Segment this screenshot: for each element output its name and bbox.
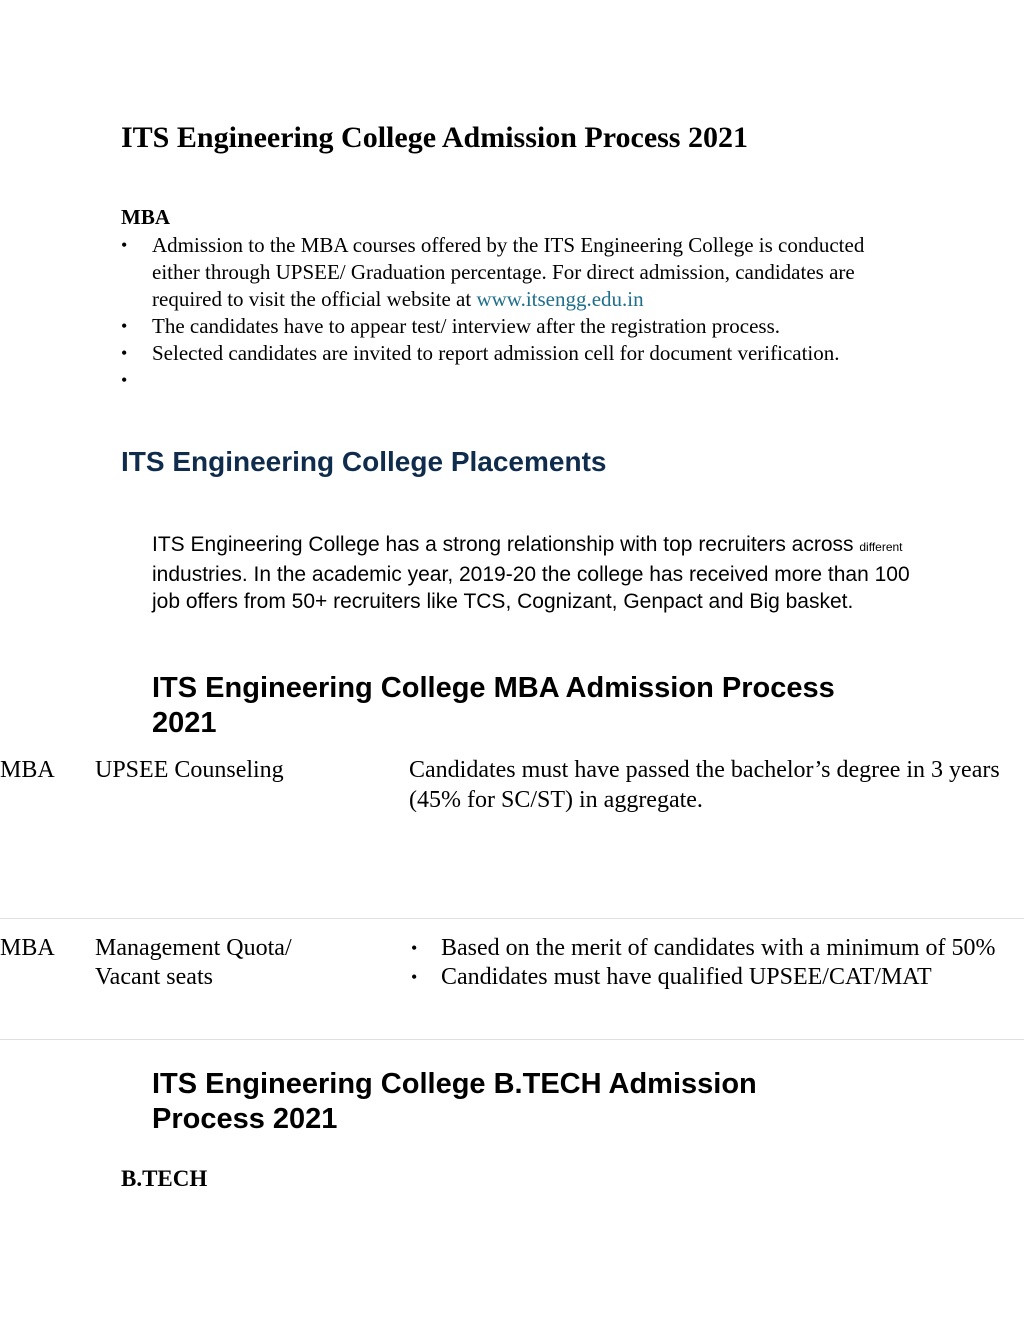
btech-section-label: B.TECH [121,1166,208,1191]
row2-mode-line2: Vacant seats [95,964,213,990]
row1-mode: UPSEE Counseling [95,757,284,783]
placements-tiny-word: different [859,540,903,554]
placements-paragraph [152,531,912,615]
empty-list-item [121,367,881,394]
website-link[interactable]: www.itsengg.edu.in [476,287,644,311]
list-item: • Selected candidates are invited to report admission cell for document verification. [121,340,881,367]
row1-criteria-line1: Candidates must have passed the bachelor’s degree in 3 years [409,757,1000,783]
mba-section-label: MBA [121,205,170,229]
list-item: • The candidates have to appear test/ interview after the registration process. [121,313,881,340]
table-row-divider [0,1039,1024,1040]
row1-course: MBA [0,757,55,783]
row2-mode-line1: Management Quota/ [95,935,292,961]
placements-text-end: industries. In the academic year, 2019-20 the college has received more than 100 job offers from 50+ recruiters like TCS, Cognizant, Genpact and Big basket. [152,563,910,613]
row2-criteria-list [411,934,996,992]
btech-process-heading-line2: Process 2021 [152,1103,338,1135]
mba-process-heading-line1: ITS Engineering College MBA Admission Process [152,672,835,704]
placements-heading: ITS Engineering College Placements [121,446,607,477]
btech-process-heading-line1: ITS Engineering College B.TECH Admission [152,1068,757,1100]
mba-process-heading-line2: 2021 [152,707,217,739]
mba-bullet-1-text: Admission to the MBA courses offered by the ITS Engineering College is conducted either through UPSEE/ Graduation percentage. For direct admission, candidates are required to visit the official website at [152,233,865,311]
table-row-divider [0,918,1024,919]
row2-course: MBA [0,935,55,961]
page-title: ITS Engineering College Admission Process 2021 [121,121,748,154]
list-item: • Candidates must have qualified UPSEE/CAT/MAT [411,963,996,992]
btech-process-heading [152,1067,757,1137]
row1-criteria-line2: (45% for SC/ST) in aggregate. [409,787,703,813]
placements-text-start: ITS Engineering College has a strong relationship with top recruiters across [152,533,860,556]
mba-process-heading [152,671,835,741]
mba-admission-list [121,232,881,394]
list-item [121,232,881,313]
list-item: • Based on the merit of candidates with a minimum of 50% [411,934,996,963]
